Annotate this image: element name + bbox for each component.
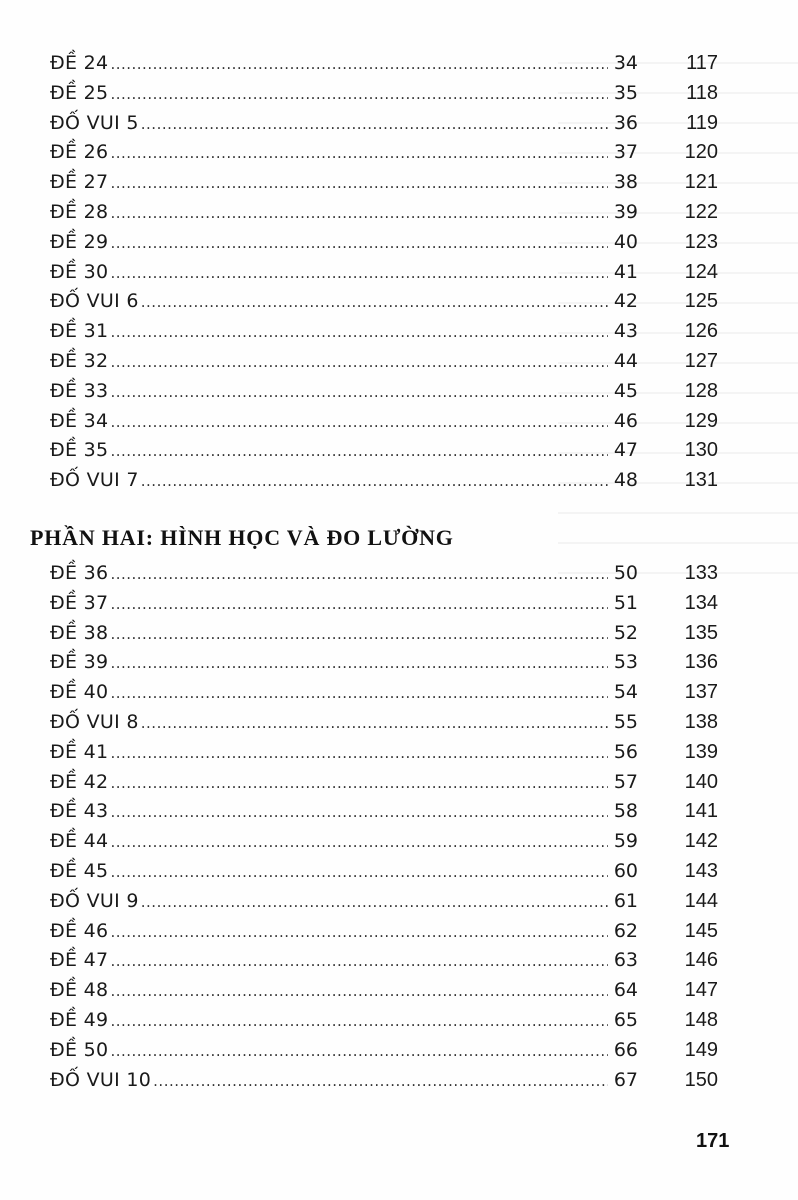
toc-entry-page: 61 [613,889,638,912]
toc-entry-answer-page: 121 [684,171,718,194]
toc-entry-title: ĐỀ 37 [50,591,109,614]
dot-leader [110,918,608,948]
toc-entry-page: 52 [613,621,638,644]
toc-entry [50,827,718,857]
toc-entry-answer-page: 147 [684,979,718,1002]
toc-entry [50,1006,718,1036]
toc-entry [50,436,718,466]
toc-entry-page: 63 [613,949,638,972]
toc-entry [50,678,718,708]
toc-entry-title: ĐỀ 30 [50,260,109,283]
toc-entry-title: ĐỀ 43 [50,800,109,823]
toc-entry-title: ĐỀ 35 [50,439,109,462]
toc-entry-page: 53 [613,651,638,674]
toc-entry [50,976,718,1006]
toc-entry-answer-page: 124 [684,260,718,283]
toc-entry [50,138,718,168]
toc-entry-title: ĐỀ 44 [50,830,109,853]
toc-entry-answer-page: 122 [684,200,718,223]
toc-entry-answer-page: 137 [684,681,718,704]
toc-entry-page: 62 [613,919,638,942]
toc-entry [50,1066,718,1096]
toc-entry [50,708,718,738]
dot-leader [110,679,608,709]
toc-entry-title: ĐỀ 25 [50,81,109,104]
toc-entry-answer-page: 120 [684,141,718,164]
toc-entry-title: ĐỀ 26 [50,141,109,164]
toc-entry [50,857,718,887]
toc-entry-title: ĐỀ 28 [50,200,109,223]
dot-leader [110,828,608,858]
toc-entry-page: 57 [613,770,638,793]
toc-entry-answer-page: 125 [684,290,718,313]
toc-entry [50,648,718,678]
toc-entry [50,258,718,288]
toc-entry-page: 36 [613,111,638,134]
toc-entry-page: 50 [613,562,638,584]
dot-leader [110,348,608,378]
dot-leader [110,649,608,679]
toc-entry [50,797,718,827]
dot-leader [153,1067,608,1097]
toc-entry-title: ĐỀ 31 [50,320,109,343]
dot-leader [141,888,608,918]
toc-entry-page: 59 [613,830,638,853]
toc-entry [50,79,718,109]
toc-entry-answer-page: 127 [684,349,718,372]
toc-entry [50,287,718,317]
toc-entry-page: 41 [613,260,638,283]
dot-leader [110,169,608,199]
toc-entry-answer-page: 144 [684,889,718,912]
toc-entry [50,228,718,258]
toc-entry-answer-page: 119 [686,111,718,134]
toc-entry-title: ĐỀ 36 [50,562,109,584]
toc-entry-answer-page: 131 [684,469,718,492]
toc-entry-page: 46 [613,409,638,432]
toc-entry-page: 35 [613,81,638,104]
toc-entry-answer-page: 129 [684,409,718,432]
toc-entry-page: 67 [613,1068,638,1091]
dot-leader [110,947,608,977]
toc-entry-title: ĐỀ 50 [50,1038,109,1061]
dot-leader [110,318,608,348]
toc-entry-answer-page: 134 [684,591,718,614]
toc-entry-answer-page: 149 [684,1038,718,1061]
toc-entry [50,317,718,347]
toc-entry-title: ĐỀ 38 [50,621,109,644]
toc-entry-page: 45 [613,379,638,402]
toc-entry-answer-page: 148 [684,1008,718,1031]
toc-entry-page: 54 [613,681,638,704]
toc-entry [50,49,718,79]
toc-entry [50,198,718,228]
toc-entry-title: ĐỀ 33 [50,379,109,402]
dot-leader [110,50,608,80]
toc-entry-title: ĐỀ 48 [50,979,109,1002]
toc-list-part-two [50,559,718,1095]
toc-entry-answer-page: 133 [684,562,718,584]
dot-leader [110,858,608,888]
dot-leader [110,1037,608,1067]
dot-leader [110,977,608,1007]
toc-entry [50,168,718,198]
toc-entry-title: ĐỐ VUI 8 [50,710,139,733]
toc-entry-answer-page: 141 [684,800,718,823]
toc-entry-page: 42 [613,290,638,313]
toc-entry-page: 64 [613,979,638,1002]
dot-leader [110,408,608,438]
toc-entry-page: 47 [613,439,638,462]
toc-entry-page: 38 [613,171,638,194]
toc-entry-page: 58 [613,800,638,823]
toc-entry-title: ĐỀ 49 [50,1008,109,1031]
toc-entry [50,738,718,768]
toc-entry-answer-page: 128 [684,379,718,402]
toc-entry [50,887,718,917]
toc-entry-answer-page: 143 [684,859,718,882]
toc-entry-title: ĐỐ VUI 7 [50,469,139,492]
dot-leader [110,378,608,408]
dot-leader [110,769,608,799]
dot-leader [110,229,608,259]
toc-entry-page: 48 [613,469,638,492]
toc-entry-answer-page: 142 [684,830,718,853]
toc-entry-page: 66 [613,1038,638,1061]
toc-entry [50,619,718,649]
dot-leader [141,110,608,140]
toc-entry-answer-page: 140 [684,770,718,793]
toc-entry-title: ĐỀ 32 [50,349,109,372]
section-heading-part-two: PHẦN HAI: HÌNH HỌC VÀ ĐO LƯỜNG [30,525,454,550]
dot-leader [141,288,608,318]
toc-entry [50,466,718,496]
toc-entry-page: 65 [613,1008,638,1031]
toc-entry-title: ĐỀ 41 [50,740,109,763]
toc-entry [50,377,718,407]
toc-entry-title: ĐỀ 40 [50,681,109,704]
toc-entry-answer-page: 138 [684,710,718,733]
toc-entry [50,917,718,947]
toc-entry-answer-page: 146 [684,949,718,972]
dot-leader [110,590,608,620]
toc-entry-answer-page: 135 [684,621,718,644]
dot-leader [110,1007,608,1037]
toc-entry-answer-page: 130 [684,439,718,462]
toc-entry-page: 43 [613,320,638,343]
toc-entry-page: 37 [613,141,638,164]
dot-leader [110,139,608,169]
dot-leader [110,798,608,828]
dot-leader [110,80,608,110]
toc-entry-answer-page: 118 [686,81,718,104]
toc-entry-page: 44 [613,349,638,372]
dot-leader [110,199,608,229]
toc-entry-title: ĐỀ 47 [50,949,109,972]
toc-entry-page: 56 [613,740,638,763]
toc-entry-page: 60 [613,859,638,882]
toc-entry-title: ĐỀ 45 [50,859,109,882]
dot-leader [110,560,608,590]
toc-entry-page: 51 [613,591,638,614]
toc-entry-answer-page: 145 [684,919,718,942]
toc-entry-answer-page: 136 [684,651,718,674]
toc-entry-title: ĐỀ 27 [50,171,109,194]
toc-entry-title: ĐỀ 39 [50,651,109,674]
toc-entry-page: 34 [613,52,638,74]
toc-entry-title: ĐỀ 42 [50,770,109,793]
toc-entry [50,559,718,589]
toc-entry-title: ĐỀ 46 [50,919,109,942]
toc-entry-answer-page: 123 [684,230,718,253]
toc-entry-answer-page: 139 [684,740,718,763]
toc-entry-answer-page: 126 [684,320,718,343]
toc-entry-title: ĐỐ VUI 5 [50,111,139,134]
toc-entry-answer-page: 150 [684,1068,718,1091]
toc-entry [50,347,718,377]
toc-list-part-one [50,49,718,496]
toc-entry-page: 40 [613,230,638,253]
toc-entry-title: ĐỐ VUI 9 [50,889,139,912]
toc-entry [50,589,718,619]
dot-leader [110,620,608,650]
toc-entry [50,1036,718,1066]
toc-entry [50,946,718,976]
dot-leader [141,709,608,739]
toc-entry-title: ĐỀ 29 [50,230,109,253]
page-number: 171 [696,1130,730,1152]
toc-entry-title: ĐỀ 24 [50,52,109,74]
dot-leader [141,467,608,497]
toc-entry-title: ĐỐ VUI 6 [50,290,139,313]
toc-entry-answer-page: 117 [686,52,718,74]
dot-leader [110,259,608,289]
toc-entry [50,407,718,437]
toc-entry-title: ĐỐ VUI 10 [50,1068,152,1091]
dot-leader [110,437,608,467]
toc-entry-title: ĐỀ 34 [50,409,109,432]
toc-entry-page: 55 [613,710,638,733]
dot-leader [110,739,608,769]
toc-entry [50,768,718,798]
toc-entry [50,109,718,139]
toc-entry-page: 39 [613,200,638,223]
